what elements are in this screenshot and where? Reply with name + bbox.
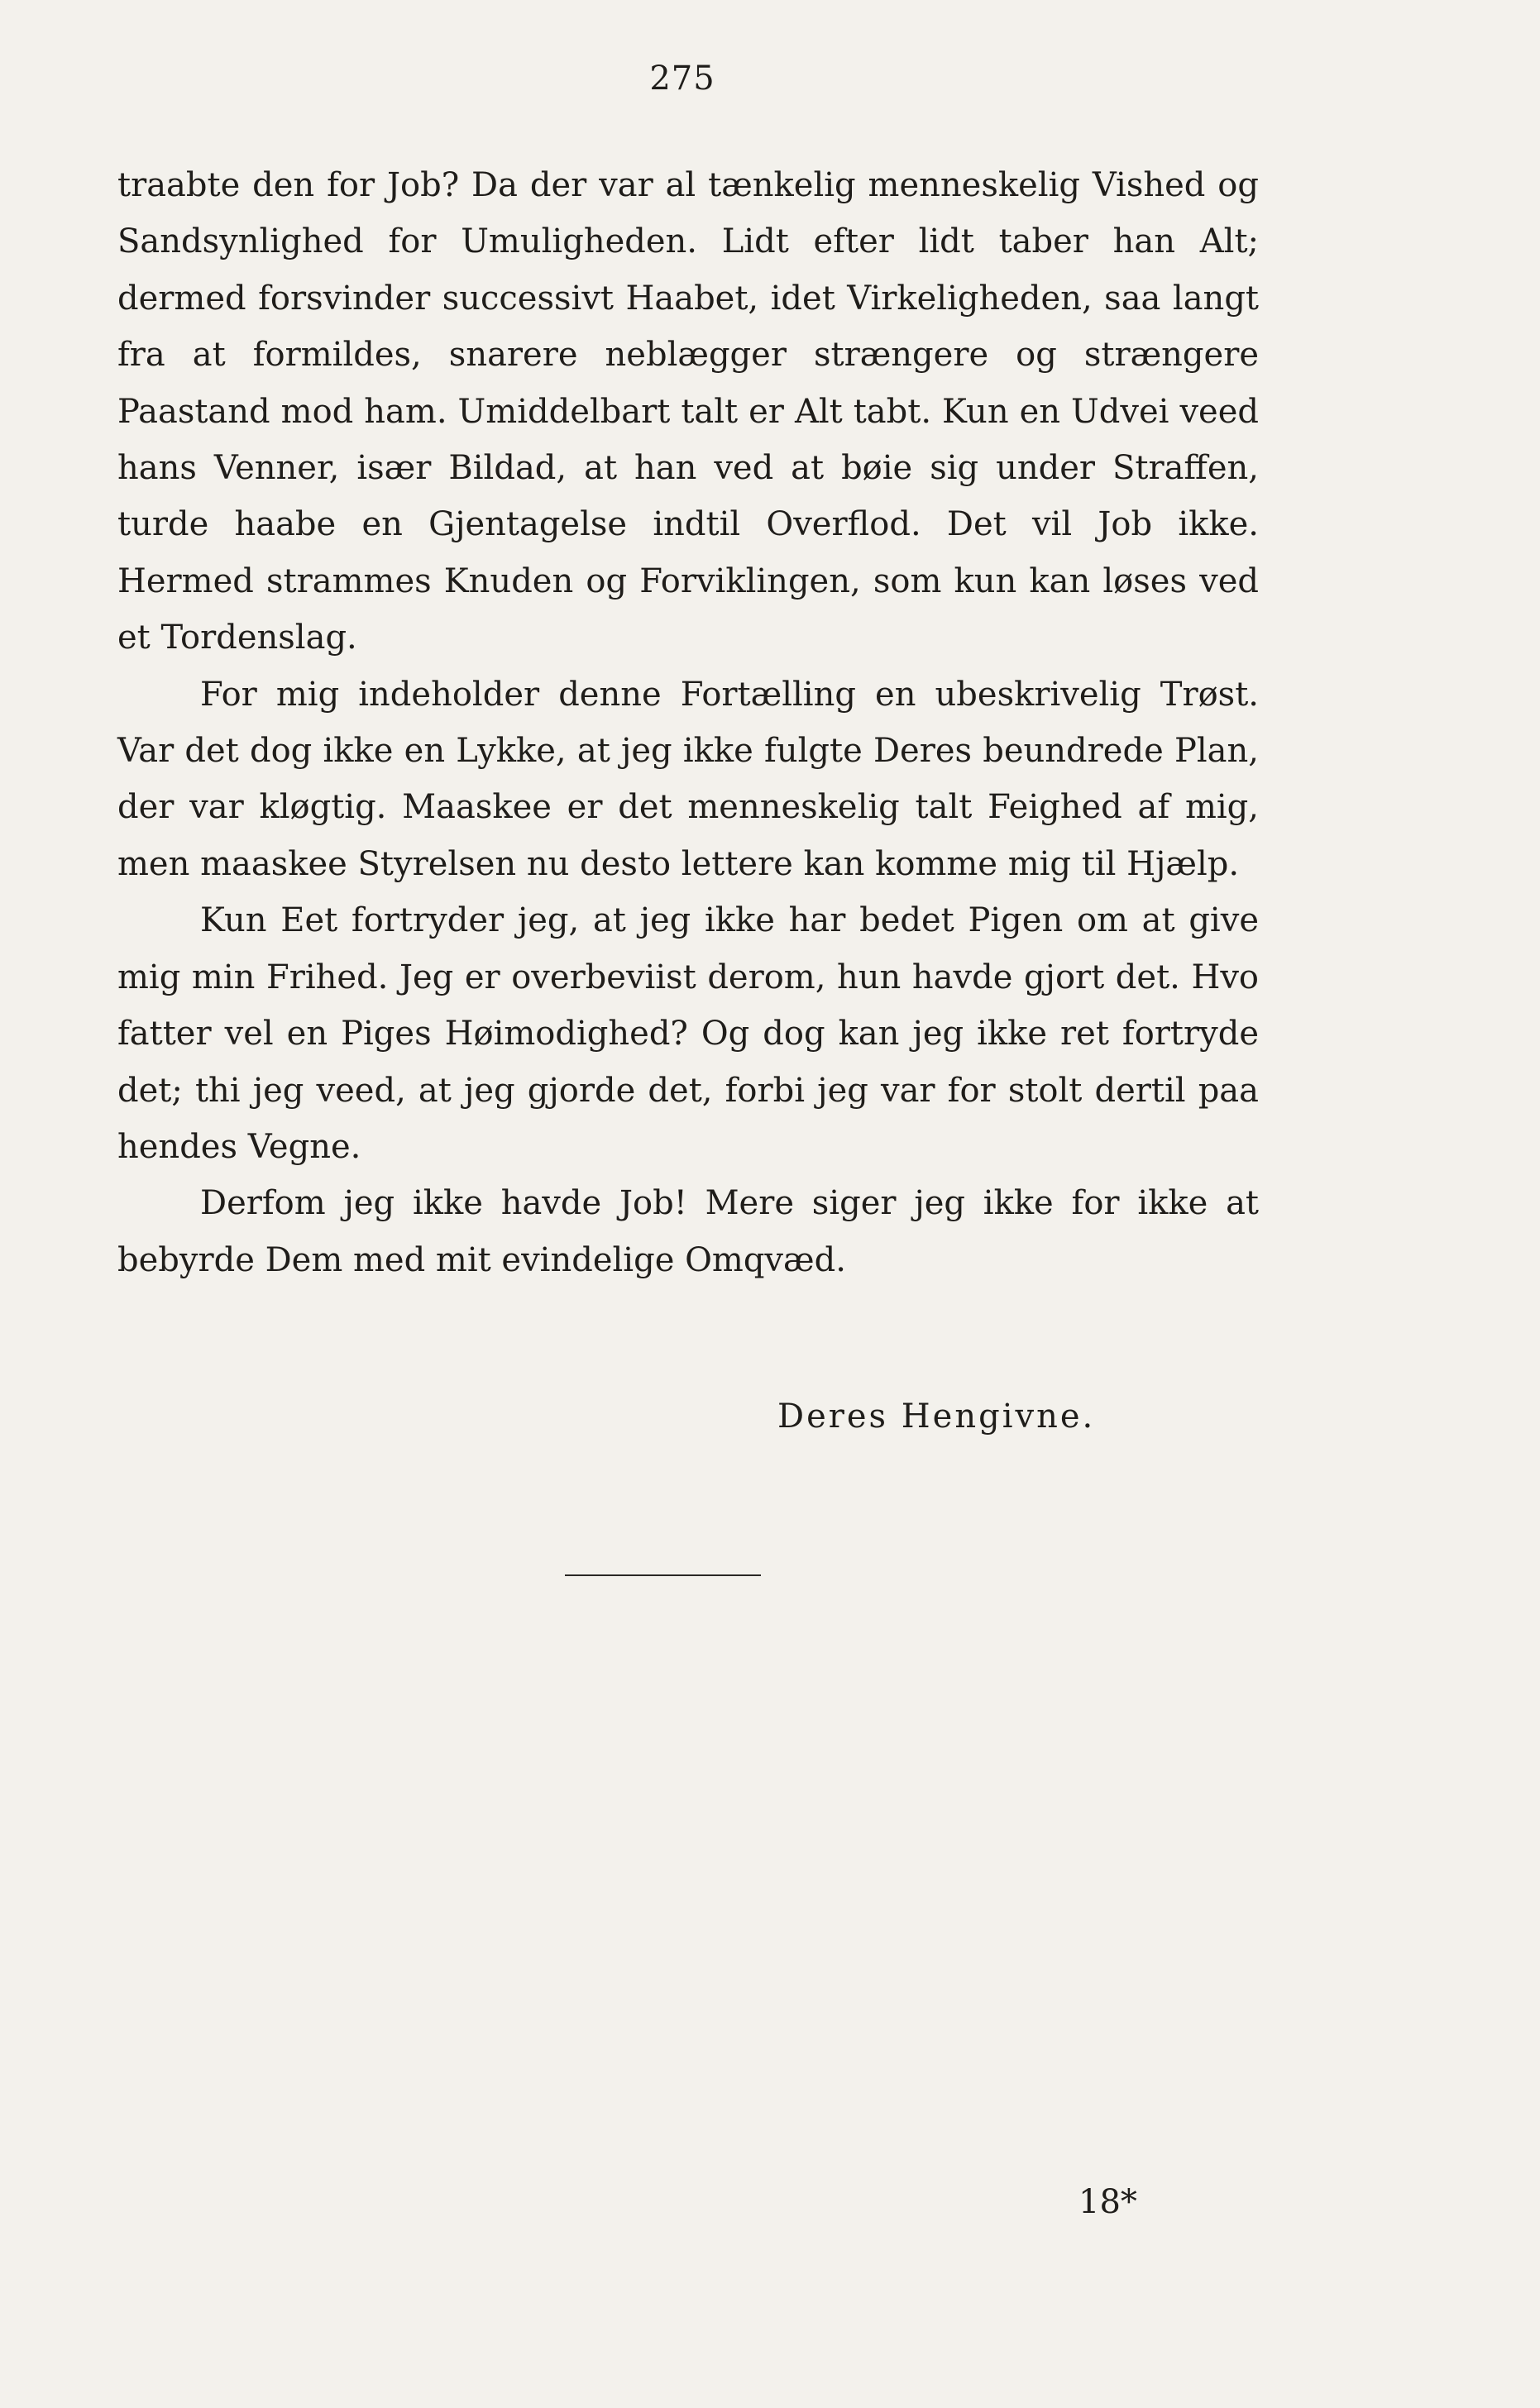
signature-mark: 18*	[1078, 2183, 1137, 2221]
page-number: 275	[649, 60, 715, 98]
paragraph-1: traabte den for Job? Da der var al tænkelig menneskelig Vished og Sandsynlighed for Umuligheden. Lidt efter lidt taber han Alt; dermed forsvinder successivt Haabet, idet Virkeligheden, saa langt fra at formildes, snarere neblægger strængere og strængere Paastand mod ham. Umiddelbart talt er Alt tabt. Kun en Udvei veed hans Venner, især Bildad, at han ved at bøie sig under Straffen, turde haabe en Gjentagelse indtil Overflod. Det vil Job ikke. Hermed strammes Knuden og Forviklingen, som kun kan løses ved et Tordenslag.	[117, 166, 1259, 657]
paragraph-4: Derfom jeg ikke havde Job! Mere siger jeg ikke for ikke at bebyrde Dem med mit evindelige Omqvæd.	[117, 1184, 1259, 1279]
section-divider	[565, 1574, 761, 1576]
body-text	[117, 157, 1259, 1288]
paragraph-3: Kun Eet fortryder jeg, at jeg ikke har bedet Pigen om at give mig min Frihed. Jeg er overbeviist derom, hun havde gjort det. Hvo fatter vel en Piges Høimodighed? Og dog kan jeg ikke ret fortryde det; thi jeg veed, at jeg gjorde det, forbi jeg var for stolt dertil paa hendes Vegne.	[117, 901, 1259, 1166]
letter-signature: Deres Hengivne.	[777, 1398, 1096, 1436]
paragraph-2: For mig indeholder denne Fortælling en ubeskrivelig Trøst. Var det dog ikke en Lykke, at jeg ikke fulgte Deres beundrede Plan, der var kløgtig. Maaskee er det menneskelig talt Feighed af mig, men maaskee Styrelsen nu desto lettere kan komme mig til Hjælp.	[117, 675, 1259, 883]
